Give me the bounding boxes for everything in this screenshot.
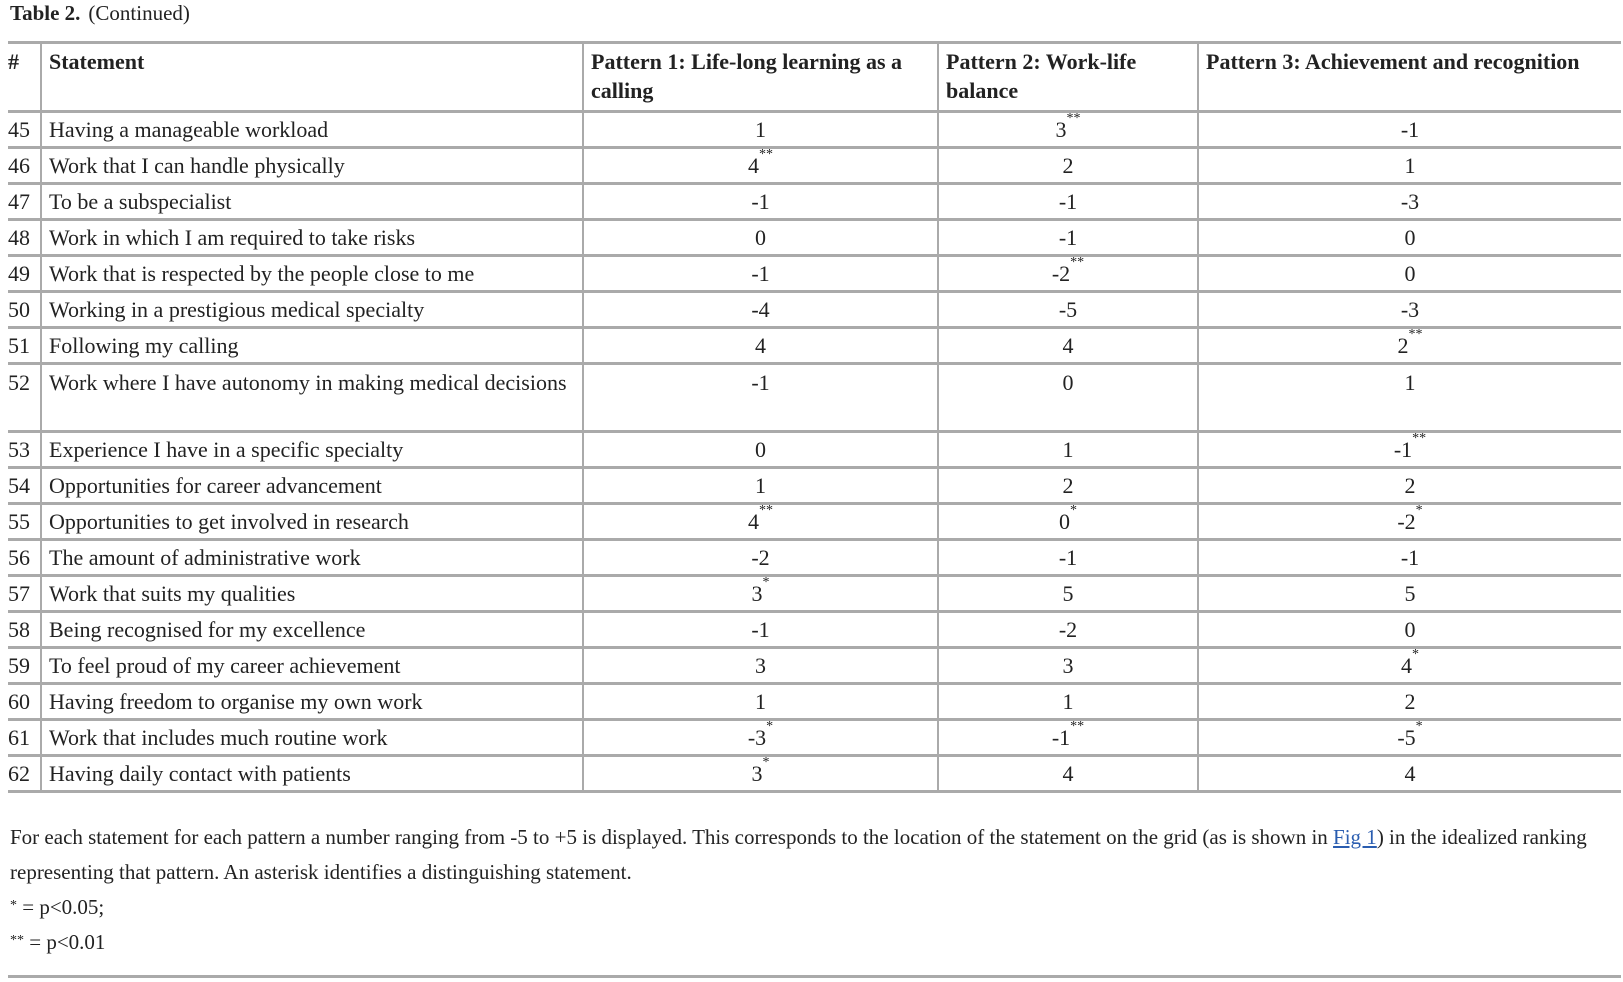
cell-pattern-3-value: 1 (1404, 370, 1416, 395)
cell-pattern-2-value: 2 (1062, 153, 1074, 178)
cell-pattern-3 (1198, 684, 1621, 720)
footnote-text-before: For each statement for each pattern a number ranging from -5 to +5 is displayed. This corresponds to the location of the statement on the grid (as is shown in (10, 825, 1334, 849)
cell-pattern-2-value: 2 (1062, 473, 1074, 498)
cell-pattern-3-value: 4 (1401, 653, 1412, 678)
table-body (8, 112, 1621, 792)
table-row (8, 540, 1621, 576)
cell-pattern-3 (1198, 540, 1621, 576)
significance-mark: ** (1066, 111, 1081, 126)
significance-mark: * (766, 719, 774, 734)
cell-pattern-2 (938, 612, 1198, 648)
cell-pattern-2 (938, 540, 1198, 576)
cell-pattern-1 (583, 648, 938, 684)
cell-statement-value: Having freedom to organise my own work (49, 689, 423, 714)
cell-statement (41, 684, 583, 720)
cell-pattern-2-value: -2 (1051, 261, 1071, 286)
significance-mark: ** (1408, 327, 1423, 342)
significance-mark: * (762, 575, 770, 590)
table-row (8, 256, 1621, 292)
cell-pattern-1-value: -1 (751, 617, 770, 642)
cell-statement (41, 648, 583, 684)
table-row (8, 756, 1621, 792)
cell-number (8, 648, 41, 684)
cell-statement (41, 220, 583, 256)
cell-pattern-2 (938, 468, 1198, 504)
significance-mark: * (1412, 647, 1419, 662)
cell-pattern-3-value: -2 (1397, 509, 1416, 534)
cell-pattern-2-value: -5 (1058, 297, 1078, 322)
cell-pattern-3 (1198, 468, 1621, 504)
table-row (8, 720, 1621, 756)
cell-statement (41, 184, 583, 220)
cell-number-value: 59 (8, 653, 30, 678)
bottom-rule (8, 975, 1621, 978)
cell-pattern-2 (938, 256, 1198, 292)
cell-pattern-1-value: -3 (747, 725, 767, 750)
cell-pattern-3-value: 0 (1404, 225, 1416, 250)
cell-pattern-1-value: 1 (755, 689, 766, 714)
cell-statement-value: To be a subspecialist (49, 189, 232, 214)
cell-pattern-1 (583, 756, 938, 792)
cell-number (8, 364, 41, 432)
cell-number-value: 56 (8, 545, 30, 570)
cell-pattern-2-value: -1 (1058, 545, 1078, 570)
cell-pattern-2 (938, 576, 1198, 612)
cell-number (8, 256, 41, 292)
cell-pattern-1 (583, 328, 938, 364)
cell-pattern-2 (938, 364, 1198, 432)
cell-pattern-1 (583, 292, 938, 328)
cell-number (8, 184, 41, 220)
cell-statement-value: Being recognised for my excellence (49, 617, 366, 642)
cell-statement-value: The amount of administrative work (49, 545, 361, 570)
cell-pattern-2 (938, 648, 1198, 684)
cell-pattern-3-value: 1 (1404, 153, 1416, 178)
table-header-row (8, 44, 1621, 112)
cell-pattern-3 (1198, 720, 1621, 756)
significance-2-mark: ** (10, 933, 24, 948)
significance-mark: ** (759, 503, 773, 518)
footnote-significance-2 (10, 925, 1620, 960)
significance-mark: ** (759, 147, 773, 162)
cell-statement (41, 468, 583, 504)
cell-pattern-3 (1198, 432, 1621, 468)
cell-number-value: 50 (8, 297, 30, 322)
cell-number-value: 55 (8, 509, 30, 534)
significance-1-text: = p<0.05; (17, 895, 105, 919)
table-row (8, 612, 1621, 648)
cell-pattern-3 (1198, 256, 1621, 292)
table-label: Table 2. (10, 1, 81, 25)
cell-number-value: 60 (8, 689, 30, 714)
cell-pattern-1-value: 4 (748, 153, 759, 178)
cell-number (8, 468, 41, 504)
cell-pattern-1 (583, 684, 938, 720)
cell-pattern-2-value: -1 (1058, 189, 1078, 214)
cell-statement (41, 148, 583, 184)
cell-pattern-3-value: -3 (1400, 189, 1420, 214)
cell-pattern-3-value: -5 (1397, 725, 1416, 750)
cell-pattern-3 (1198, 184, 1621, 220)
cell-pattern-1-value: 0 (755, 225, 766, 250)
cell-pattern-2-value: -1 (1058, 225, 1078, 250)
cell-number (8, 148, 41, 184)
footnote-text-after: ) in the idealized ranking representing that pattern. An asterisk identifies a distinguishing statement. (10, 825, 1587, 884)
cell-pattern-2-value: 1 (1062, 689, 1074, 714)
cell-pattern-2-value: 1 (1062, 437, 1074, 462)
cell-pattern-3-value: 2 (1404, 473, 1416, 498)
table-continued: (Continued) (88, 1, 190, 25)
cell-pattern-1 (583, 504, 938, 540)
cell-statement (41, 432, 583, 468)
cell-pattern-2 (938, 432, 1198, 468)
table-row (8, 112, 1621, 148)
cell-number (8, 540, 41, 576)
cell-statement (41, 328, 583, 364)
cell-pattern-1-value: 4 (755, 333, 766, 358)
table-row (8, 648, 1621, 684)
cell-pattern-1-value: -1 (751, 370, 770, 395)
cell-pattern-2 (938, 684, 1198, 720)
significance-mark: * (1415, 719, 1423, 734)
cell-statement (41, 720, 583, 756)
cell-number-value: 48 (8, 225, 30, 250)
cell-statement-value: Work that suits my qualities (49, 581, 296, 606)
cell-pattern-1 (583, 720, 938, 756)
cell-pattern-3-value: 0 (1404, 617, 1416, 642)
significance-mark: ** (1070, 719, 1085, 734)
cell-pattern-1 (583, 576, 938, 612)
cell-pattern-3 (1198, 220, 1621, 256)
cell-statement-value: Work that includes much routine work (49, 725, 388, 750)
cell-pattern-2-value: 5 (1062, 581, 1074, 606)
cell-statement-value: Opportunities for career advancement (49, 473, 382, 498)
cell-pattern-2 (938, 292, 1198, 328)
cell-number (8, 756, 41, 792)
cell-pattern-3 (1198, 328, 1621, 364)
cell-pattern-3-value: -3 (1400, 297, 1420, 322)
cell-pattern-2 (938, 756, 1198, 792)
cell-number-value: 54 (8, 473, 30, 498)
cell-number (8, 504, 41, 540)
cell-pattern-1-value: 3 (751, 761, 763, 786)
cell-pattern-2-value: 4 (1062, 333, 1074, 358)
cell-pattern-1 (583, 148, 938, 184)
cell-pattern-2 (938, 220, 1198, 256)
cell-pattern-1-value: 4 (748, 509, 759, 534)
cell-pattern-3 (1198, 148, 1621, 184)
cell-number-value: 47 (8, 189, 30, 214)
header-number: # (8, 44, 41, 112)
cell-number (8, 720, 41, 756)
cell-number (8, 432, 41, 468)
cell-statement-value: Work where I have autonomy in making medical decisions (49, 370, 567, 395)
cell-number (8, 684, 41, 720)
table-row (8, 432, 1621, 468)
cell-statement-value: To feel proud of my career achievement (49, 653, 401, 678)
header-pattern-3: Pattern 3: Achievement and recognition (1198, 44, 1621, 112)
cell-number-value: 46 (8, 153, 30, 178)
cell-pattern-3 (1198, 756, 1621, 792)
cell-number-value: 58 (8, 617, 30, 642)
cell-pattern-3-value: 2 (1397, 333, 1409, 358)
cell-pattern-2 (938, 148, 1198, 184)
table-caption (10, 0, 190, 26)
table-row (8, 504, 1621, 540)
cell-pattern-1-value: 0 (755, 437, 766, 462)
cell-pattern-1-value: -4 (751, 297, 770, 322)
cell-number (8, 328, 41, 364)
header-pattern-2: Pattern 2: Work-life balance (938, 44, 1198, 112)
table-row (8, 684, 1621, 720)
cell-pattern-3-value: 5 (1404, 581, 1416, 606)
cell-number-value: 61 (8, 725, 30, 750)
cell-pattern-1 (583, 612, 938, 648)
header-pattern-1: Pattern 1: Life-long learning as a calling (583, 44, 938, 112)
cell-pattern-2-value: 0 (1062, 370, 1074, 395)
cell-statement (41, 364, 583, 432)
cell-pattern-2 (938, 720, 1198, 756)
significance-mark: ** (1412, 431, 1427, 446)
cell-pattern-1 (583, 468, 938, 504)
table-footnotes (10, 820, 1620, 960)
cell-number-value: 51 (8, 333, 30, 358)
cell-number-value: 62 (8, 761, 30, 786)
significance-mark: * (1415, 503, 1423, 518)
cell-pattern-1-value: 1 (755, 473, 766, 498)
cell-statement-value: Having daily contact with patients (49, 761, 351, 786)
table-row (8, 292, 1621, 328)
cell-pattern-2 (938, 504, 1198, 540)
cell-pattern-3 (1198, 648, 1621, 684)
significance-mark: * (762, 755, 770, 770)
table-row (8, 220, 1621, 256)
table-row (8, 364, 1621, 432)
cell-number (8, 292, 41, 328)
cell-statement (41, 112, 583, 148)
cell-pattern-1 (583, 112, 938, 148)
cell-pattern-1-value: -1 (751, 261, 770, 286)
significance-mark: * (1070, 503, 1077, 518)
cell-statement-value: Work in which I am required to take risks (49, 225, 416, 250)
cell-statement-value: Experience I have in a specific specialty (49, 437, 404, 462)
cell-number (8, 220, 41, 256)
cell-pattern-3 (1198, 504, 1621, 540)
cell-pattern-3-value: -1 (1400, 545, 1420, 570)
table-row (8, 328, 1621, 364)
cell-pattern-2 (938, 184, 1198, 220)
cell-pattern-1-value: 3 (755, 653, 766, 678)
cell-pattern-2-value: 3 (1055, 117, 1067, 142)
table-row (8, 148, 1621, 184)
cell-number (8, 112, 41, 148)
cell-pattern-3 (1198, 612, 1621, 648)
cell-pattern-2-value: -1 (1051, 725, 1071, 750)
header-statement: Statement (41, 44, 583, 112)
cell-pattern-3 (1198, 576, 1621, 612)
cell-number (8, 576, 41, 612)
table-row (8, 468, 1621, 504)
fig-1-link[interactable]: Fig 1 (1333, 825, 1377, 849)
cell-pattern-3-value: 4 (1404, 761, 1416, 786)
cell-pattern-3-value: 0 (1404, 261, 1416, 286)
table-row (8, 184, 1621, 220)
cell-pattern-1-value: 1 (755, 117, 766, 142)
cell-number-value: 45 (8, 117, 30, 142)
cell-pattern-2-value: -2 (1058, 617, 1078, 642)
significance-mark: ** (1070, 255, 1085, 270)
cell-number-value: 53 (8, 437, 30, 462)
cell-statement (41, 540, 583, 576)
cell-pattern-3-value: -1 (1400, 117, 1420, 142)
cell-statement-value: Following my calling (49, 333, 239, 358)
table-row (8, 576, 1621, 612)
cell-pattern-2 (938, 328, 1198, 364)
cell-pattern-3 (1198, 112, 1621, 148)
cell-pattern-2-value: 4 (1062, 761, 1074, 786)
cell-pattern-2 (938, 112, 1198, 148)
cell-statement (41, 576, 583, 612)
cell-number (8, 612, 41, 648)
cell-pattern-3 (1198, 364, 1621, 432)
cell-pattern-1-value: -2 (751, 545, 770, 570)
cell-statement-value: Working in a prestigious medical specialty (49, 297, 425, 322)
cell-pattern-3-value: 2 (1404, 689, 1416, 714)
cell-pattern-1 (583, 432, 938, 468)
footnote-description (10, 820, 1620, 890)
significance-1-mark: * (10, 898, 17, 913)
cell-statement-value: Work that is respected by the people close to me (49, 261, 475, 286)
cell-statement (41, 756, 583, 792)
cell-statement-value: Having a manageable workload (49, 117, 329, 142)
cell-number-value: 52 (8, 370, 30, 395)
cell-pattern-1-value: -1 (751, 189, 770, 214)
data-table (8, 44, 1621, 793)
cell-pattern-2-value: 3 (1062, 653, 1074, 678)
cell-pattern-3-value: -1 (1393, 437, 1413, 462)
cell-pattern-1 (583, 364, 938, 432)
cell-pattern-3 (1198, 292, 1621, 328)
cell-pattern-1 (583, 256, 938, 292)
significance-2-text: = p<0.01 (24, 930, 106, 954)
cell-pattern-1 (583, 184, 938, 220)
cell-statement (41, 504, 583, 540)
footnote-significance-1 (10, 890, 1620, 925)
cell-statement-value: Opportunities to get involved in research (49, 509, 409, 534)
cell-pattern-1-value: 3 (751, 581, 763, 606)
cell-pattern-1 (583, 220, 938, 256)
cell-statement (41, 256, 583, 292)
cell-statement (41, 292, 583, 328)
cell-statement-value: Work that I can handle physically (49, 153, 345, 178)
cell-number-value: 57 (8, 581, 30, 606)
cell-number-value: 49 (8, 261, 30, 286)
cell-pattern-2-value: 0 (1059, 509, 1070, 534)
cell-statement (41, 612, 583, 648)
cell-pattern-1 (583, 540, 938, 576)
